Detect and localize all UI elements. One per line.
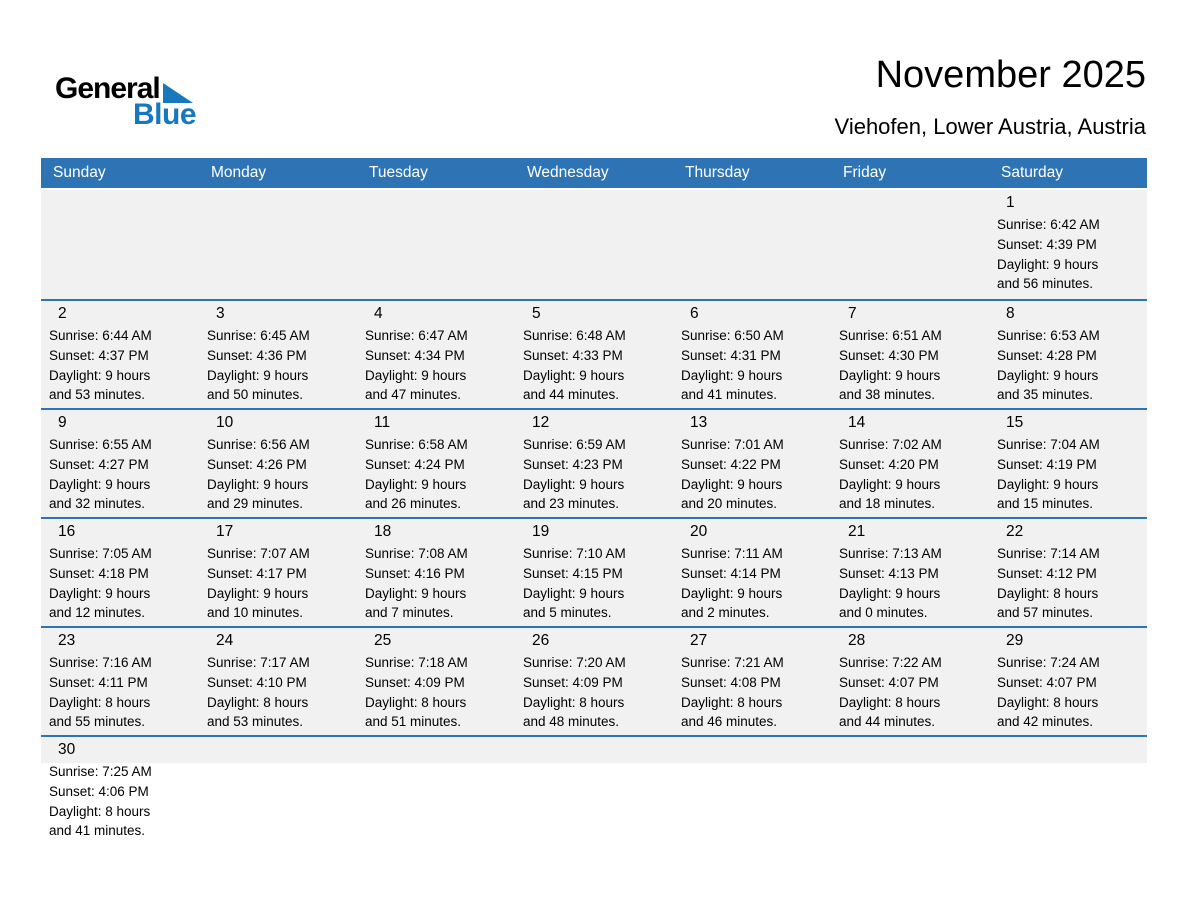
week-row [41, 299, 1147, 408]
day-cell [831, 628, 989, 735]
day-cell [515, 301, 673, 408]
sunrise-text: Sunrise: 6:59 AM [523, 437, 626, 452]
sunset-text: Sunset: 4:23 PM [523, 456, 623, 472]
sunrise-text: Sunrise: 7:05 AM [49, 546, 152, 561]
day-number: 14 [848, 414, 866, 431]
day-cell [831, 410, 989, 517]
sunrise-text: Sunrise: 7:11 AM [681, 546, 783, 561]
sunrise-text: Sunrise: 7:02 AM [839, 437, 942, 452]
sunrise-text: Sunrise: 7:17 AM [207, 655, 310, 670]
daylight-text: Daylight: 9 hours and 18 minutes. [839, 476, 941, 512]
daylight-text: Daylight: 9 hours and 10 minutes. [207, 585, 309, 621]
sunset-text: Sunset: 4:16 PM [365, 565, 465, 581]
day-cell [41, 301, 199, 408]
day-number: 30 [58, 741, 76, 758]
sunset-text: Sunset: 4:24 PM [365, 456, 465, 472]
sunset-text: Sunset: 4:07 PM [997, 674, 1097, 690]
day-number: 10 [216, 414, 234, 431]
sunset-text: Sunset: 4:30 PM [839, 347, 939, 363]
day-cell [357, 301, 515, 408]
day-cell [357, 410, 515, 517]
day-cell [41, 737, 199, 855]
day-number: 20 [690, 523, 708, 540]
day-cell [989, 190, 1147, 299]
sunrise-text: Sunrise: 7:18 AM [365, 655, 468, 670]
day-cell [673, 519, 831, 626]
day-cell [199, 519, 357, 626]
sunrise-text: Sunrise: 7:22 AM [839, 655, 942, 670]
general-blue-logo [55, 74, 196, 130]
daylight-text: Daylight: 9 hours and 26 minutes. [365, 476, 467, 512]
daylight-text: Daylight: 9 hours and 47 minutes. [365, 367, 467, 403]
logo-text-blue: Blue [133, 98, 197, 131]
day-cell [515, 519, 673, 626]
sunset-text: Sunset: 4:31 PM [681, 347, 781, 363]
day-number: 24 [216, 632, 234, 649]
day-number: 27 [690, 632, 708, 649]
day-cell [199, 628, 357, 735]
sunset-text: Sunset: 4:11 PM [49, 674, 148, 690]
daylight-text: Daylight: 9 hours and 53 minutes. [49, 367, 151, 403]
day-number: 4 [374, 305, 383, 322]
day-number: 25 [374, 632, 392, 649]
sunrise-text: Sunrise: 7:21 AM [681, 655, 784, 670]
day-cell [199, 737, 357, 855]
page-header [0, 0, 1188, 158]
day-cell [357, 737, 515, 855]
day-number: 11 [374, 414, 391, 431]
day-number: 16 [58, 523, 76, 540]
sunrise-text: Sunrise: 7:10 AM [523, 546, 626, 561]
dow-sunday: Sunday [53, 164, 106, 181]
dow-tuesday: Tuesday [369, 164, 428, 181]
sunset-text: Sunset: 4:12 PM [997, 565, 1097, 581]
day-cell [357, 519, 515, 626]
dow-thursday: Thursday [685, 164, 750, 181]
daylight-text: Daylight: 9 hours and 5 minutes. [523, 585, 625, 621]
day-number: 22 [1006, 523, 1024, 540]
day-cell [831, 301, 989, 408]
sunset-text: Sunset: 4:10 PM [207, 674, 307, 690]
day-cell [989, 519, 1147, 626]
daylight-text: Daylight: 9 hours and 44 minutes. [523, 367, 625, 403]
daylight-text: Daylight: 9 hours and 32 minutes. [49, 476, 151, 512]
day-number: 1 [1006, 194, 1015, 211]
sunrise-text: Sunrise: 6:55 AM [49, 437, 152, 452]
sunrise-text: Sunrise: 6:45 AM [207, 328, 310, 343]
sunset-text: Sunset: 4:36 PM [207, 347, 307, 363]
day-cell [199, 410, 357, 517]
daylight-text: Daylight: 8 hours and 48 minutes. [523, 694, 625, 730]
day-number: 15 [1006, 414, 1024, 431]
day-number: 26 [532, 632, 550, 649]
sunset-text: Sunset: 4:19 PM [997, 456, 1097, 472]
dow-wednesday: Wednesday [527, 164, 609, 181]
day-cell [673, 301, 831, 408]
daylight-text: Daylight: 9 hours and 20 minutes. [681, 476, 783, 512]
day-of-week-header [41, 158, 1147, 188]
day-number: 12 [532, 414, 550, 431]
sunset-text: Sunset: 4:34 PM [365, 347, 465, 363]
day-number: 21 [848, 523, 866, 540]
day-cell [515, 737, 673, 855]
day-cell [989, 628, 1147, 735]
daylight-text: Daylight: 8 hours and 41 minutes. [49, 803, 151, 839]
sunrise-text: Sunrise: 6:42 AM [997, 217, 1100, 232]
day-cell [831, 519, 989, 626]
day-number: 23 [58, 632, 76, 649]
sunset-text: Sunset: 4:09 PM [523, 674, 623, 690]
day-cell [673, 737, 831, 855]
daylight-text: Daylight: 8 hours and 53 minutes. [207, 694, 309, 730]
sunset-text: Sunset: 4:14 PM [681, 565, 781, 581]
sunrise-text: Sunrise: 7:14 AM [997, 546, 1100, 561]
week-row [41, 626, 1147, 735]
day-cell [41, 190, 199, 299]
sunrise-text: Sunrise: 7:25 AM [49, 764, 152, 779]
sunset-text: Sunset: 4:17 PM [207, 565, 307, 581]
day-number: 8 [1006, 305, 1015, 322]
sunset-text: Sunset: 4:20 PM [839, 456, 939, 472]
week-row [41, 735, 1147, 855]
day-cell [831, 737, 989, 855]
day-cell [41, 628, 199, 735]
sunset-text: Sunset: 4:13 PM [839, 565, 939, 581]
sunset-text: Sunset: 4:26 PM [207, 456, 307, 472]
day-cell [357, 628, 515, 735]
daylight-text: Daylight: 8 hours and 51 minutes. [365, 694, 467, 730]
sunset-text: Sunset: 4:22 PM [681, 456, 781, 472]
day-number: 28 [848, 632, 866, 649]
daylight-text: Daylight: 8 hours and 55 minutes. [49, 694, 151, 730]
sunrise-text: Sunrise: 6:48 AM [523, 328, 626, 343]
sunrise-text: Sunrise: 6:58 AM [365, 437, 468, 452]
day-number: 13 [690, 414, 708, 431]
sunset-text: Sunset: 4:27 PM [49, 456, 149, 472]
day-cell [357, 190, 515, 299]
day-cell [989, 301, 1147, 408]
day-cell [831, 190, 989, 299]
dow-monday: Monday [211, 164, 267, 181]
sunrise-text: Sunrise: 7:01 AM [681, 437, 784, 452]
daylight-text: Daylight: 8 hours and 46 minutes. [681, 694, 783, 730]
sunrise-text: Sunrise: 6:44 AM [49, 328, 152, 343]
day-cell [673, 190, 831, 299]
daylight-text: Daylight: 9 hours and 0 minutes. [839, 585, 941, 621]
sunset-text: Sunset: 4:33 PM [523, 347, 623, 363]
sunset-text: Sunset: 4:15 PM [523, 565, 623, 581]
week-row [41, 517, 1147, 626]
day-cell [515, 190, 673, 299]
day-number: 3 [216, 305, 225, 322]
logo-text-general: General [55, 72, 160, 105]
day-number: 17 [216, 523, 234, 540]
day-cell [199, 301, 357, 408]
day-cell [989, 410, 1147, 517]
sunrise-text: Sunrise: 6:53 AM [997, 328, 1100, 343]
sunset-text: Sunset: 4:37 PM [49, 347, 149, 363]
week-row [41, 190, 1147, 299]
sunrise-text: Sunrise: 7:16 AM [49, 655, 152, 670]
sunrise-text: Sunrise: 7:07 AM [207, 546, 310, 561]
daylight-text: Daylight: 9 hours and 23 minutes. [523, 476, 625, 512]
sunrise-text: Sunrise: 7:24 AM [997, 655, 1100, 670]
day-cell [515, 410, 673, 517]
day-cell [199, 190, 357, 299]
day-number: 19 [532, 523, 550, 540]
day-cell [41, 410, 199, 517]
sunrise-text: Sunrise: 7:08 AM [365, 546, 468, 561]
daylight-text: Daylight: 9 hours and 15 minutes. [997, 476, 1099, 512]
day-number: 6 [690, 305, 699, 322]
day-cell [41, 519, 199, 626]
day-number: 9 [58, 414, 67, 431]
daylight-text: Daylight: 9 hours and 35 minutes. [997, 367, 1099, 403]
sunrise-text: Sunrise: 6:56 AM [207, 437, 310, 452]
daylight-text: Daylight: 9 hours and 41 minutes. [681, 367, 783, 403]
sunrise-text: Sunrise: 7:04 AM [997, 437, 1100, 452]
day-number: 29 [1006, 632, 1024, 649]
daylight-text: Daylight: 9 hours and 29 minutes. [207, 476, 309, 512]
sunset-text: Sunset: 4:07 PM [839, 674, 939, 690]
dow-friday: Friday [843, 164, 887, 181]
sunrise-text: Sunrise: 6:50 AM [681, 328, 784, 343]
daylight-text: Daylight: 9 hours and 12 minutes. [49, 585, 151, 621]
sunset-text: Sunset: 4:39 PM [997, 236, 1097, 252]
daylight-text: Daylight: 8 hours and 57 minutes. [997, 585, 1099, 621]
week-row [41, 408, 1147, 517]
day-number: 7 [848, 305, 857, 322]
daylight-text: Daylight: 8 hours and 44 minutes. [839, 694, 941, 730]
page-subtitle: Viehofen, Lower Austria, Austria [834, 114, 1146, 139]
dow-saturday: Saturday [1001, 164, 1064, 181]
calendar-grid [41, 158, 1147, 855]
day-number: 18 [374, 523, 392, 540]
sunset-text: Sunset: 4:28 PM [997, 347, 1097, 363]
daylight-text: Daylight: 9 hours and 2 minutes. [681, 585, 783, 621]
day-cell [989, 737, 1147, 855]
sunset-text: Sunset: 4:06 PM [49, 783, 149, 799]
daylight-text: Daylight: 8 hours and 42 minutes. [997, 694, 1099, 730]
daylight-text: Daylight: 9 hours and 38 minutes. [839, 367, 941, 403]
sunrise-text: Sunrise: 7:13 AM [839, 546, 942, 561]
day-cell [673, 410, 831, 517]
day-cell [515, 628, 673, 735]
page-title: November 2025 [875, 54, 1146, 96]
sunset-text: Sunset: 4:18 PM [49, 565, 149, 581]
day-cell [673, 628, 831, 735]
sunrise-text: Sunrise: 6:51 AM [839, 328, 942, 343]
sunrise-text: Sunrise: 6:47 AM [365, 328, 468, 343]
sunrise-text: Sunrise: 7:20 AM [523, 655, 626, 670]
sunset-text: Sunset: 4:08 PM [681, 674, 781, 690]
sunset-text: Sunset: 4:09 PM [365, 674, 465, 690]
day-number: 2 [58, 305, 67, 322]
daylight-text: Daylight: 9 hours and 50 minutes. [207, 367, 309, 403]
daylight-text: Daylight: 9 hours and 56 minutes. [997, 256, 1099, 292]
daylight-text: Daylight: 9 hours and 7 minutes. [365, 585, 467, 621]
day-number: 5 [532, 305, 541, 322]
